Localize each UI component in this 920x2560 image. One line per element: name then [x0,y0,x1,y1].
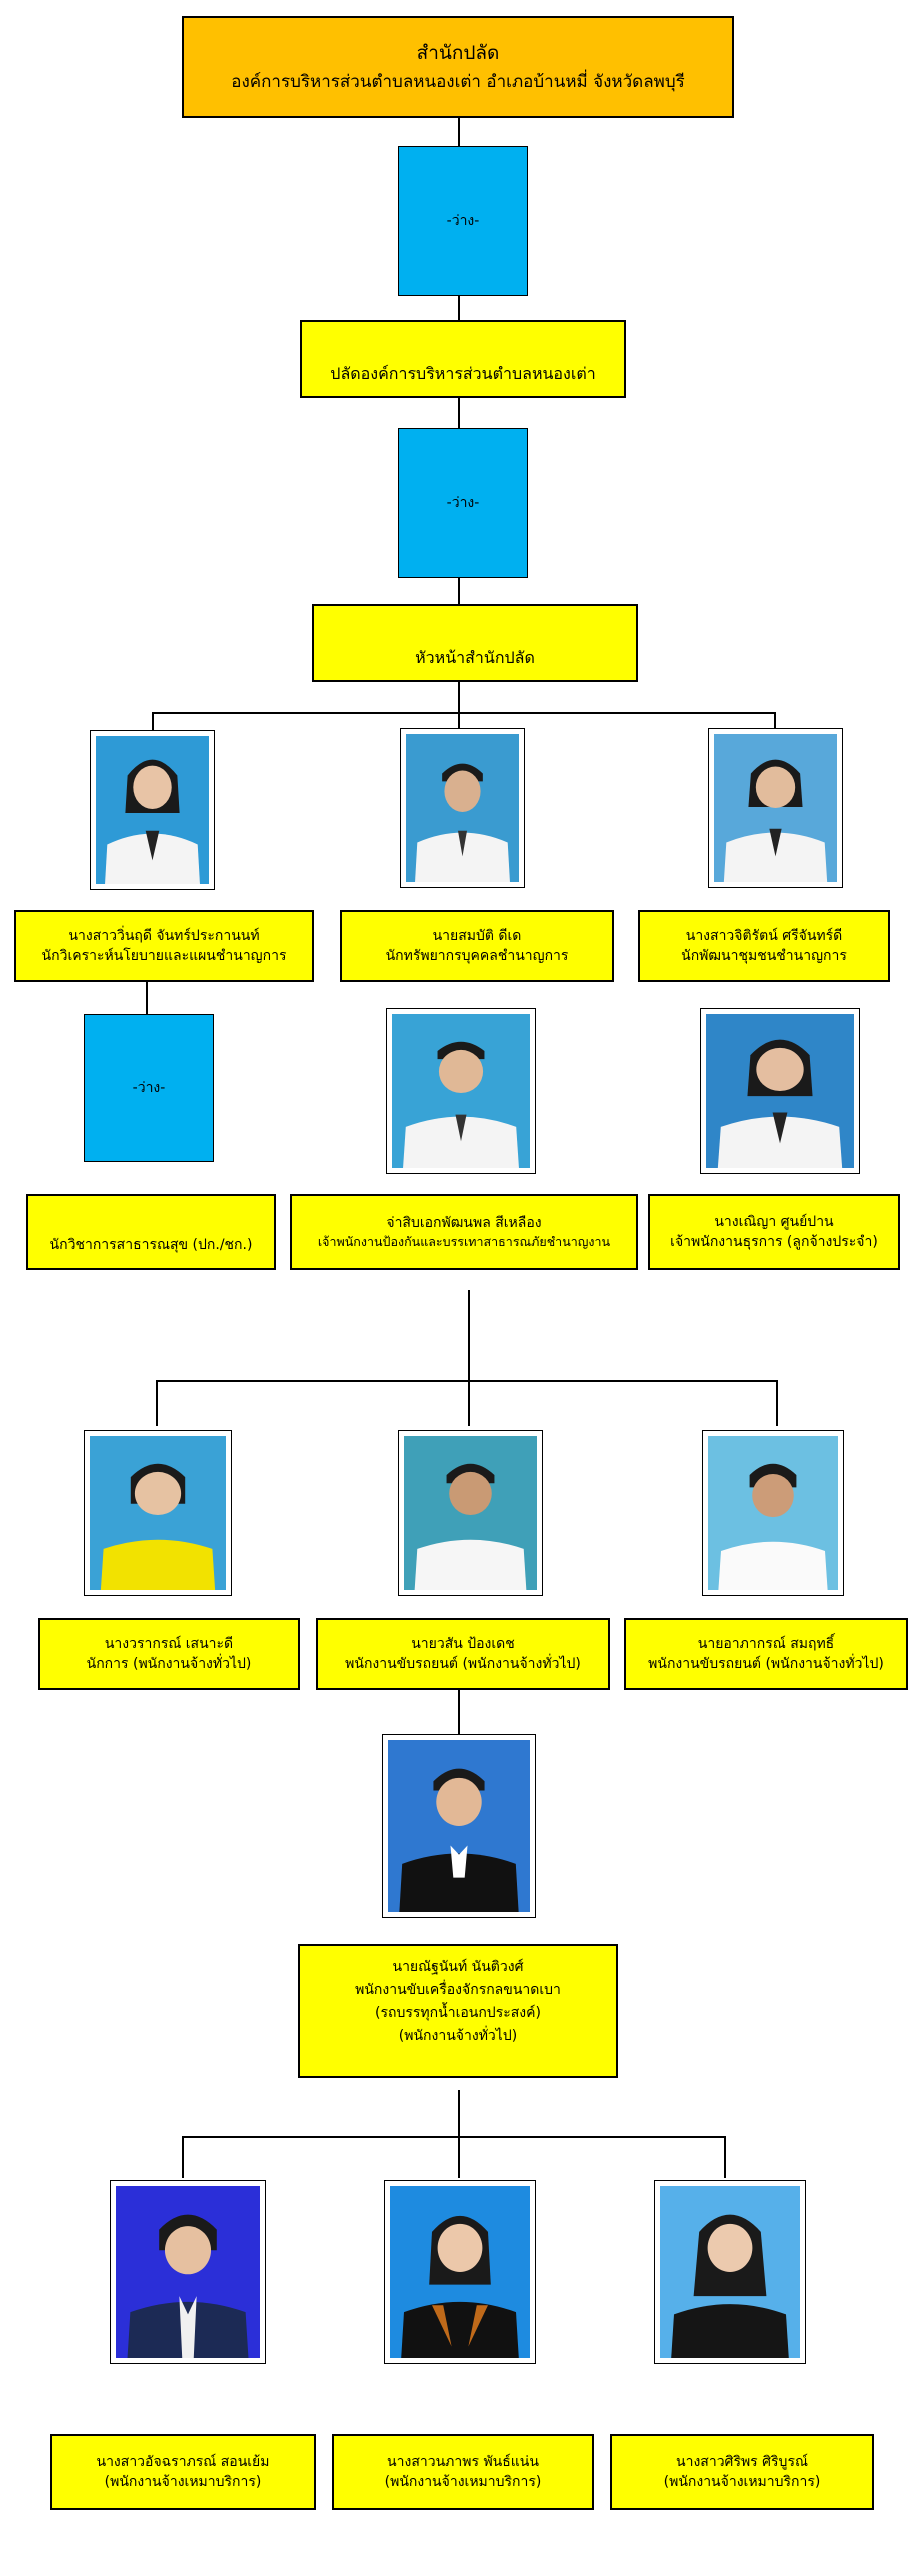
staff-card [316,1618,610,1690]
staff-name: นายสมบัติ ดีเด [432,927,522,944]
staff-name: นางเณิญา ศูนย์ปาน [714,1213,834,1230]
portrait-photo [654,2180,806,2364]
person-icon [406,734,519,882]
portrait-photo [708,728,843,888]
vacant-box-2 [398,428,528,578]
header-box [182,16,734,118]
office-head-title: หัวหน้าสำนักปลัด [415,648,535,668]
person-icon [388,1740,530,1912]
portrait-photo [700,1008,860,1174]
public-health-box [26,1194,276,1270]
vacant-box-1 [398,146,528,296]
person-icon [714,734,837,882]
connector [152,712,154,730]
staff-name: นางสาวนภาพร พันธ์แน่น [387,2453,539,2470]
person-icon [660,2186,800,2358]
person-icon [90,1436,226,1590]
staff-name: นางสาวศิริพร ศิริบูรณ์ [676,2453,808,2470]
staff-title: นักวิเคราะห์นโยบายและแผนชำนาญการ [41,948,287,964]
staff-title: เจ้าพนักงานป้องกันและบรรเทาสาธารณภัยชำนาญงาน [317,1234,611,1250]
portrait-photo [90,730,215,890]
staff-title: พนักงานขับรถยนต์ (พนักงานจ้างทั่วไป) [648,1656,884,1672]
vacant-box-3 [84,1014,214,1162]
staff-card [638,910,890,982]
staff-card [624,1618,908,1690]
connector [458,2136,460,2178]
staff-name: นายณัฐนันท์ นันติวงศ์ [392,1959,524,1975]
staff-card [290,1194,638,1270]
header-title: สำนักปลัด [416,42,500,65]
staff-name: นายวสัน ป้องเดช [411,1635,515,1652]
person-icon [96,736,209,884]
connector [182,2136,726,2138]
portrait-photo [384,2180,536,2364]
portrait-photo [84,1430,232,1596]
connector [458,682,460,712]
portrait-photo [382,1734,536,1918]
staff-name: นางวรากรณ์ เสนาะดี [104,1635,234,1652]
staff-card [648,1194,900,1270]
portrait-photo [398,1430,543,1596]
connector [458,578,460,604]
connector [776,1380,778,1426]
connector [156,1380,158,1426]
connector [458,296,460,320]
staff-title: (พนักงานจ้างเหมาบริการ) [384,2474,542,2490]
connector [182,2136,184,2178]
staff-title: (พนักงานจ้างเหมาบริการ) [104,2474,262,2490]
office-head-box [312,604,638,682]
vacant-label: -ว่าง- [446,495,480,511]
staff-card [38,1618,300,1690]
deputy-chief-title: ปลัดองค์การบริหารส่วนตำบลหนองเต่า [330,364,596,384]
staff-card [50,2434,316,2510]
portrait-photo [110,2180,266,2364]
portrait-photo [702,1430,844,1596]
staff-card [610,2434,874,2510]
person-icon [404,1436,537,1590]
staff-name: นายอาภากรณ์ สมฤทธิ์ [697,1635,835,1652]
connector [152,712,776,714]
connector [468,1290,470,1380]
staff-name: นางสาวอัจฉราภรณ์ สอนเย้ม [96,2453,270,2470]
portrait-photo [400,728,525,888]
public-health-title: นักวิชาการสาธารณสุข (ปก./ชก.) [49,1236,253,1253]
vacant-label: -ว่าง- [446,213,480,229]
header-subtitle: องค์การบริหารส่วนตำบลหนองเต่า อำเภอบ้านหมี่ จังหวัดลพบุรี [231,71,685,92]
staff-card [14,910,314,982]
staff-title: นักพัฒนาชุมชนชำนาญการ [681,948,847,964]
deputy-chief-box [300,320,626,398]
connector [458,118,460,146]
connector [146,982,148,1014]
vacant-label: -ว่าง- [132,1080,166,1096]
staff-card [340,910,614,982]
person-icon [392,1014,530,1168]
staff-card [332,2434,594,2510]
staff-title: นักทรัพยากรบุคคลชำนาญการ [385,948,569,964]
staff-title: (พนักงานจ้างเหมาบริการ) [663,2474,821,2490]
connector [458,398,460,428]
staff-title: เจ้าพนักงานธุรการ (ลูกจ้างประจำ) [670,1234,878,1250]
staff-type: (พนักงานจ้างทั่วไป) [398,2028,518,2045]
staff-title: นักการ (พนักงานจ้างทั่วไป) [86,1656,252,1672]
person-icon [390,2186,530,2358]
person-icon [708,1436,838,1590]
connector [458,1690,460,1734]
connector [468,1380,470,1426]
person-icon [116,2186,260,2358]
operator-card [298,1944,618,2078]
staff-name: นางสาววิ่นฤดี จันทร์ประกานนท์ [68,927,260,944]
staff-name: นางสาวจิติรัตน์ ศรีจันทร์ดี [685,927,843,944]
person-icon [706,1014,854,1168]
connector [458,2090,460,2136]
connector [156,1380,778,1382]
staff-title: พนักงานขับเครื่องจักรกลขนาดเบา [355,1982,561,1999]
staff-name: จ่าสิบเอกพัฒนพล สีเหลือง [386,1214,542,1231]
staff-note: (รถบรรทุกน้ำเอนกประสงค์) [375,2005,541,2022]
staff-title: พนักงานขับรถยนต์ (พนักงานจ้างทั่วไป) [345,1656,581,1672]
portrait-photo [386,1008,536,1174]
connector [724,2136,726,2178]
